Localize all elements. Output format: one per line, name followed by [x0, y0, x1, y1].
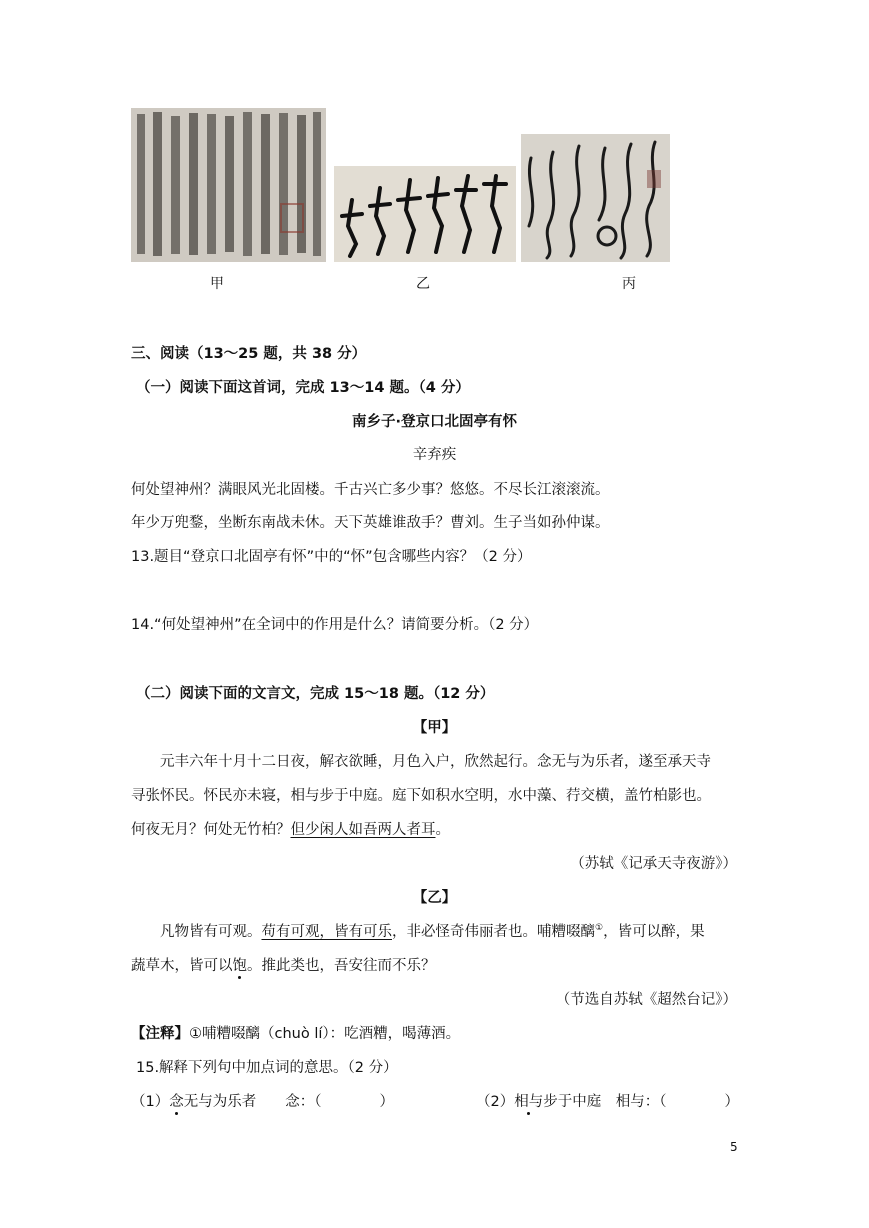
jia-underlined-sentence: 但少闲人如吾两人者耳	[290, 822, 436, 838]
question-15-item-2	[476, 1090, 739, 1111]
caption-bing: 丙	[622, 276, 636, 292]
yi-line-1-end: ，皆可以醉，果	[603, 924, 705, 940]
annotation-label: 【注释】	[131, 1026, 189, 1042]
yi-line-1-text: 凡物皆有可观。	[160, 924, 262, 940]
question-15-item-1	[131, 1090, 394, 1111]
jia-label: 【甲】	[412, 720, 457, 736]
annotation-text: ①哺糟啜醨（chuò lí）：吃酒糟，喝薄酒。	[189, 1026, 461, 1042]
jia-line-2: 寻张怀民。怀民亦未寝，相与步于中庭。庭下如积水空明，水中藻、荇交横，盖竹柏影也。	[131, 788, 711, 804]
yi-underlined-sentence: 苟有可观，皆有可乐	[261, 924, 392, 940]
question-13: 13.题目“登京口北固亭有怀”中的“怀”包含哪些内容？（2 分）	[131, 549, 532, 565]
q15-1-text: 无与为乐者 念：（ ）	[183, 1094, 394, 1110]
footnote-marker: ①	[595, 923, 604, 934]
poem-line-1: 何处望神州？满眼风光北固楼。千古兴亡多少事？悠悠。不尽长江滚滚流。	[131, 482, 610, 498]
q15-2-number: （2）	[476, 1094, 515, 1110]
poem-author: 辛弃疾	[412, 447, 457, 463]
question-14: 14.“何处望神州”在全词中的作用是什么？请简要分析。（2 分）	[131, 617, 539, 633]
jia-source: （苏轼《记承天寺夜游》）	[570, 856, 737, 872]
dotted-word-xiangyu: 相与	[514, 1094, 544, 1110]
jia-line-3-text: 何夜无月？何处无竹柏？	[131, 822, 291, 838]
q15-1-number: （1）	[131, 1094, 170, 1110]
yi-line-2-end: 。推此类也，吾安往而不乐？	[247, 958, 436, 974]
calligraphy-image-jia	[131, 108, 326, 262]
part1-heading: （一）阅读下面这首词，完成 13～14 题。（4 分）	[136, 380, 470, 396]
jia-line-3	[131, 818, 450, 839]
q15-2-text: 步于中庭 相与：（ ）	[543, 1094, 739, 1110]
yi-label: 【乙】	[412, 890, 457, 906]
calligraphy-image-bing	[521, 134, 670, 262]
dotted-word-bao: 饱	[232, 958, 247, 974]
caption-jia: 甲	[210, 276, 224, 292]
caption-yi: 乙	[416, 276, 430, 292]
section-heading: 三、阅读（13～25 题，共 38 分）	[131, 346, 367, 362]
jia-line-3-end: 。	[435, 822, 450, 838]
yi-line-1-mid: ，非必怪奇伟丽者也。哺糟啜醨	[392, 924, 595, 940]
yi-line-2	[131, 954, 436, 975]
question-15: 15.解释下列句中加点词的意思。（2 分）	[136, 1060, 398, 1076]
dotted-word-nian: 念	[169, 1094, 184, 1110]
yi-line-1	[160, 920, 705, 941]
part2-heading: （二）阅读下面的文言文，完成 15～18 题。（12 分）	[136, 686, 495, 702]
yi-line-2-text: 蔬草木，皆可以	[131, 958, 233, 974]
poem-line-2: 年少万兜鍪，坐断东南战未休。天下英雄谁敌手？曹刘。生子当如孙仲谋。	[131, 515, 610, 531]
jia-line-1: 元丰六年十月十二日夜，解衣欲睡，月色入户，欣然起行。念无与为乐者，遂至承天寺	[160, 754, 711, 770]
annotation	[131, 1022, 460, 1043]
poem-title: 南乡子·登京口北固亭有怀	[351, 414, 517, 430]
calligraphy-image-yi	[334, 166, 516, 262]
page-number: 5	[730, 1140, 738, 1154]
yi-source: （节选自苏轼《超然台记》）	[555, 992, 737, 1008]
